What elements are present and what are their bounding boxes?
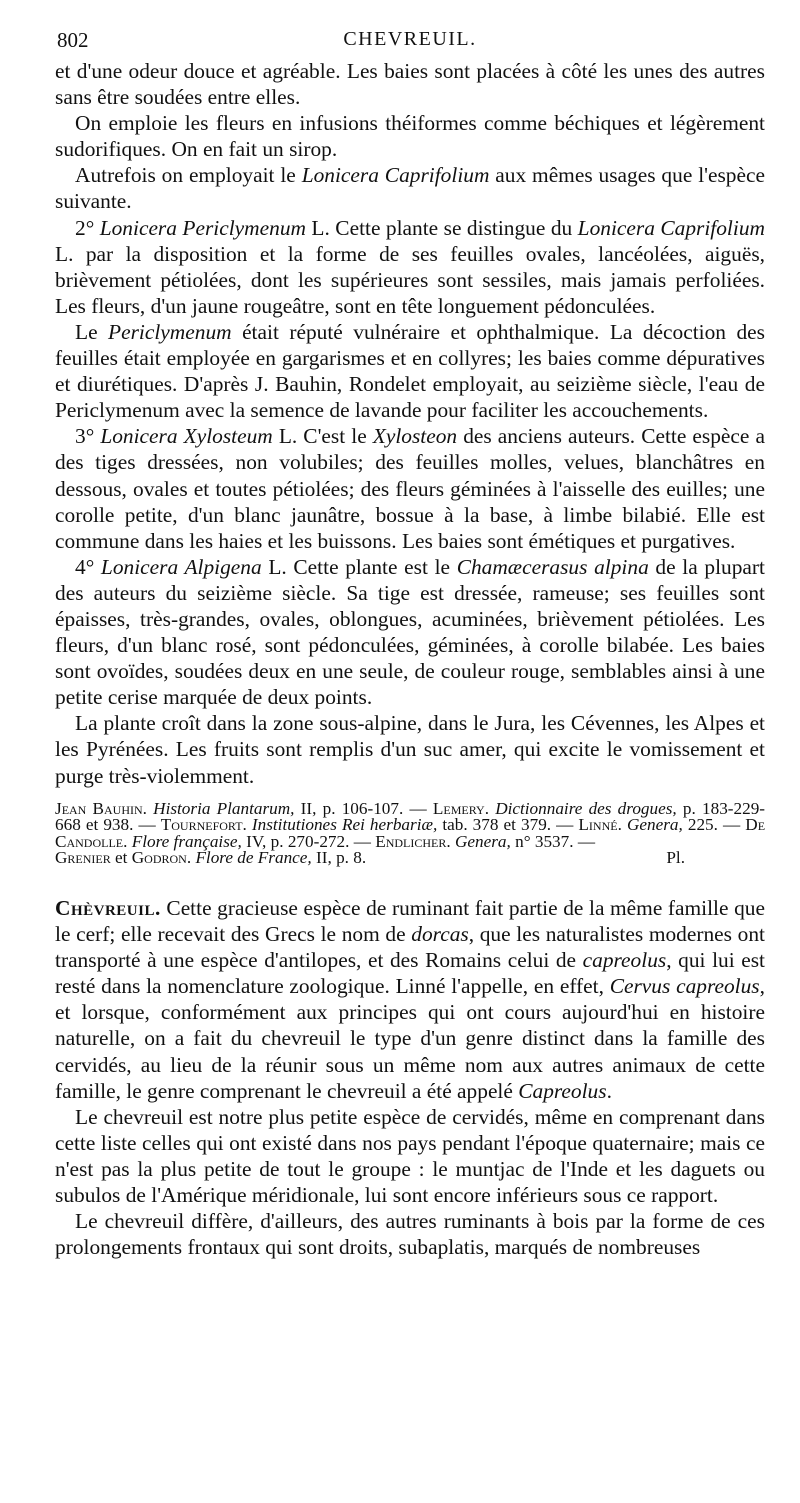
paragraph-periclymenum: 2° Lonicera Periclymenum L. Cette plante se distingue du Lonicera Caprifolium L. par la disposition et la forme de ses feuilles ovales, lancéolées, aiguës, brièvement pétiolées, dont les supérieures sont sessiles, mais jamais perfoliées. Les fleurs, d'un jaune rougeâtre, sont en tête longuement pédonculées. xyxy=(55,215,765,318)
paragraph-1: et d'une odeur douce et agréable. Les baies sont placées à côté les unes des autres sans être soudées entre elles. xyxy=(55,59,765,110)
reference-text: Jean Bauhin. Historia Plantarum, II, p. 106-107. — Lemery. Dictionnaire des drogues, p. 183-229-668 et 938. — Tournefort. Institutiones Rei herbariæ, tab. 378 et 379. — Linné. Genera, 225. — De Candolle. Flore française, IV, p. 270-272. — Endlicher. Genera, n° 3537. — xyxy=(55,798,766,851)
paragraph-2: On emploie les fleurs en infusions théiformes comme béchiques et légèrement sudorifiques. On en fait un sirop. xyxy=(55,111,765,162)
entry-chevreuil: Chèvreuil. Cette gracieuse espèce de ruminant fait partie de la même famille que le cerf; elle recevait des Grecs le nom de dorcas, que les naturalistes modernes ont transporté à une espèce d'antilopes, et des Romains celui de capreolus, qui lui est resté dans la nomenclature zoologique. Linné l'appelle, en effet, Cervus capreolus, et lorsque, conformément aux principes qui ont cours aujourd'hui en histoire naturelle, on a fait du chevreuil le type d'un genre distinct dans la famille des cervidés, au lieu de la réunir sous un même nom aux autres animaux de cette famille, le genre comprenant le chevreuil a été appelé Capreolus. xyxy=(55,896,765,1103)
page-number: 802 xyxy=(57,28,89,52)
paragraph-3: Autrefois on employait le Lonicera Caprifolium aux mêmes usages que l'espèce suivante. xyxy=(55,163,765,214)
author-signature: Pl. xyxy=(666,848,685,868)
references xyxy=(55,798,766,868)
paragraph-habitat: La plante croît dans la zone sous-alpine, dans le Jura, les Cévennes, les Alpes et les Pyrénées. Les fruits sont remplis d'un suc amer, qui excite le vomissement et purge très-violemment. xyxy=(55,711,765,788)
page xyxy=(55,28,765,1260)
entry-title: Chèvreuil. xyxy=(55,896,161,920)
running-head: CHEVREUIL. xyxy=(343,28,477,50)
paragraph-chevreuil-antlers: Le chevreuil diffère, d'ailleurs, des autres ruminants à bois par la forme de ces prolongements frontaux qui sont droits, subaplatis, marqués de nombreuses xyxy=(55,1209,765,1260)
paragraph-xylosteum: 3° Lonicera Xylosteum L. C'est le Xylosteon des anciens auteurs. Cette espèce a des tiges dressées, non volubiles; des feuilles molles, velues, blanchâtres en dessous, ovales et toutes pétiolées; des fleurs géminées à l'aisselle des euilles; une corolle petite, d'un blanc jaunâtre, bossue à la base, à limbe bilabié. Elle est commune dans les haies et les buissons. Les baies sont émétiques et purgatives. xyxy=(55,424,765,553)
page-header xyxy=(55,28,765,58)
section-gap xyxy=(55,867,765,895)
paragraph-alpigena: 4° Lonicera Alpigena L. Cette plante est le Chamæcerasus alpina de la plupart des auteurs du seizième siècle. Sa tige est dressée, rameuse; ses feuilles sont épaisses, très-grandes, ovales, oblongues, acuminées, brièvement pétiolées. Les fleurs, d'un blanc rosé, sont pédonculées, géminées, à corolle bilabée. Les baies sont ovoïdes, soudées deux en une seule, de couleur rouge, semblables ainsi à une petite cerise marquée de deux points. xyxy=(55,554,765,710)
paragraph-periclymenum-uses: Le Periclymenum était réputé vulnéraire et ophthalmique. La décoction des feuilles était employée en gargarismes et en collyres; les baies comme dépuratives et diurétiques. D'après J. Bauhin, Rondelet employait, au seizième siècle, l'eau de Periclymenum avec la semence de lavande pour faciliter les accouchements. xyxy=(55,319,765,423)
paragraph-chevreuil-size: Le chevreuil est notre plus petite espèce de cervidés, même en comprenant dans cette liste celles qui ont existé dans nos pays pendant l'époque quaternaire; mais ce n'est pas la plus petite de tout le groupe : le muntjac de l'Inde et les daguets ou subulos de l'Amérique méridionale, lui sont encore inférieurs sous ce rapport. xyxy=(55,1104,765,1208)
reference-last-line: Grenier et Godron. Flore de France, II, p. 8. Pl. xyxy=(55,848,685,868)
